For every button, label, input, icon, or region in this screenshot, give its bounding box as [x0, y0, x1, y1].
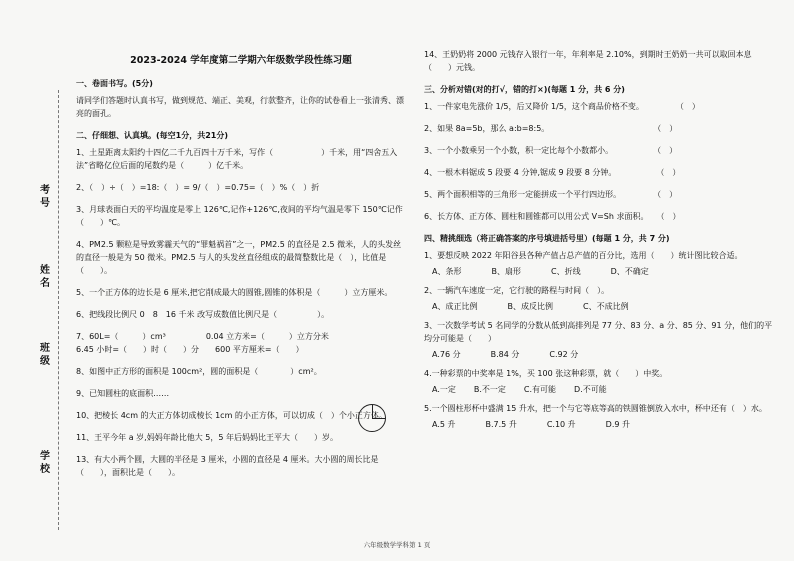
- option: D.不可能: [574, 385, 607, 394]
- option: A、条形: [432, 267, 462, 276]
- choice-q3-options: [432, 348, 776, 361]
- page-footer: 六年级数学学科第 1 页: [363, 541, 431, 549]
- option: B、扇形: [491, 267, 521, 276]
- section-3-heading: 三、分析对错(对的打√，错的打×)(每题 1 分，共 6 分): [424, 85, 625, 94]
- choice-q1: 1、要想反映 2022 年阳谷县各种产值占总产值的百分比，选用（ ）统计图比较合适。: [424, 251, 743, 260]
- option: A.5 升: [432, 420, 456, 429]
- option: A.76 分: [432, 350, 461, 359]
- option: B.7.5 升: [485, 420, 517, 429]
- fill-q8: 8、如图中正方形的面积是 100cm²，圆的面积是（ ）cm²。: [76, 367, 322, 376]
- fill-q9: 9、已知圆柱的底面积……: [76, 389, 170, 398]
- judge-q3: 3、一个小数乘另一个小数，积一定比每个小数都小。 （ ）: [424, 146, 678, 155]
- page-title: 2023-2024 学年度第二学期六年级数学段性练习题: [130, 55, 352, 66]
- choice-q1-options: [432, 265, 776, 278]
- section-1-text: 请同学们答题时认真书写，做到规范、端正、美观，行款整齐，让你的试卷看上一张清秀、漂亮的面孔。: [76, 96, 404, 118]
- seal-dashed-line: [58, 90, 59, 530]
- option: B.不一定: [473, 385, 506, 394]
- margin-label-xuexiao: 学校: [40, 451, 50, 475]
- margin-label-xingming: 姓名: [40, 265, 50, 289]
- option: B、成反比例: [507, 302, 553, 311]
- option: C.10 升: [546, 420, 576, 429]
- fill-q14: 14、王奶奶将 2000 元钱存入银行一年，年利率是 2.10%，到期时王奶奶一共可以取回本息（ ）元钱。: [424, 50, 752, 72]
- left-column: [76, 54, 406, 482]
- margin-label-banji: 班级: [40, 343, 50, 367]
- binding-margin: [0, 0, 72, 561]
- margin-label-kaohao: 考号: [40, 185, 50, 209]
- option: B.84 分: [490, 350, 520, 359]
- option: D.9 升: [605, 420, 631, 429]
- option: C、不成比例: [582, 302, 629, 311]
- option: C、折线: [550, 267, 581, 276]
- fill-q7: 7、60L=（ ）cm³ 0.04 立方米=（ ）立方分米 6.45 小时=（ ）时（ ）分 600 平方厘米=（ ）: [76, 332, 329, 354]
- option: A、成正比例: [432, 302, 478, 311]
- choice-q4: 4.一种彩票的中奖率是 1%，买 100 张这种彩票，就（ ）中奖。: [424, 369, 668, 378]
- judge-q1: 1、一件家电先涨价 1/5，后又降价 1/5，这个商品价格不变。 （ ）: [424, 102, 700, 111]
- option: D、不确定: [610, 267, 649, 276]
- choice-q4-options: [432, 383, 776, 396]
- fill-q1: 1、土星距离太阳约十四亿二千九百四十万千米，写作（ ）千米，用“四舍五入法”省略亿位后面的尾数约是（ ）亿千米。: [76, 148, 398, 170]
- fill-q3: 3、月球表面白天的平均温度是零上 126℃,记作+126℃,夜间的平均气温是零下 150℃记作（ ）℃。: [76, 205, 403, 227]
- fill-q13: 13、有大小两个圆，大圆的半径是 3 厘米，小圆的直径是 4 厘米。大小圆的周长比是（ ），面积比是（ ）。: [76, 455, 379, 477]
- option: C.有可能: [523, 385, 557, 394]
- judge-q6: 6、长方体、正方体、圆柱和圆锥都可以用公式 V=Sh 求面积。 （ ）: [424, 212, 681, 221]
- fill-q11: 11、王平今年 a 岁,妈妈年龄比他大 5，5 年后妈妈比王平大（ ）岁。: [76, 433, 338, 442]
- section-1-heading: 一、卷面书写。(5分): [76, 79, 153, 88]
- right-column: [424, 48, 776, 437]
- choice-q3: 3、一次数学考试 5 名同学的分数从低到高排列是 77 分、83 分、a 分、85 分、91 分，他们的平均分可能是（ ）: [424, 321, 773, 343]
- circle-in-square-figure: [358, 404, 386, 432]
- judge-q5: 5、两个面积相等的三角形一定能拼成一个平行四边形。 （ ）: [424, 190, 678, 199]
- choice-q2-options: [432, 300, 776, 313]
- fill-q5: 5、一个正方体的边长是 6 厘米,把它削成最大的圆锥,圆锥的体积是（ ）立方厘米。: [76, 288, 393, 297]
- choice-q5: 5.一个圆柱形杯中盛满 15 升水，把一个与它等底等高的铁圆锥倒放入水中，杯中还有（ ）水。: [424, 404, 767, 413]
- section-4-heading: 四、精挑细选（将正确答案的序号填进括号里）(每题 1 分，共 7 分): [424, 234, 670, 243]
- option: A.一定: [432, 385, 456, 394]
- fill-q10: 10、把棱长 4cm 的大正方体切成棱长 1cm 的小正方体，可以切成（ ）个小正方体。: [76, 411, 387, 420]
- section-2-heading: 二、仔细想、认真填。(每空1分，共21分): [76, 131, 229, 140]
- fill-q6: 6、把线段比例尺 0 8 16 千米 改写成数值比例尺是（ ）。: [76, 310, 330, 319]
- fill-q4: 4、PM2.5 颗粒是导致雾霾天气的“罪魁祸首”之一，PM2.5 的直径是 2.5 微米，人的头发丝的直径一般是为 50 微米。PM2.5 与人的头发丝直径组成的最简整数比是（ ），比值是（ ）。: [76, 240, 402, 275]
- judge-q2: 2、如果 8a=5b，那么 a:b=8:5。 （ ）: [424, 124, 678, 133]
- choice-q5-options: [432, 418, 776, 431]
- judge-q4: 4、一根木料锯成 5 段要 4 分钟,锯成 9 段要 8 分钟。 （ ）: [424, 168, 681, 177]
- option: C.92 分: [549, 350, 579, 359]
- choice-q2: 2、一辆汽车速度一定，它行驶的路程与时间（ ）。: [424, 286, 610, 295]
- fill-q2: 2、（ ）÷（ ）=18:（ ）= 9/（ ）=0.75=（ ）%（ ）折: [76, 183, 320, 192]
